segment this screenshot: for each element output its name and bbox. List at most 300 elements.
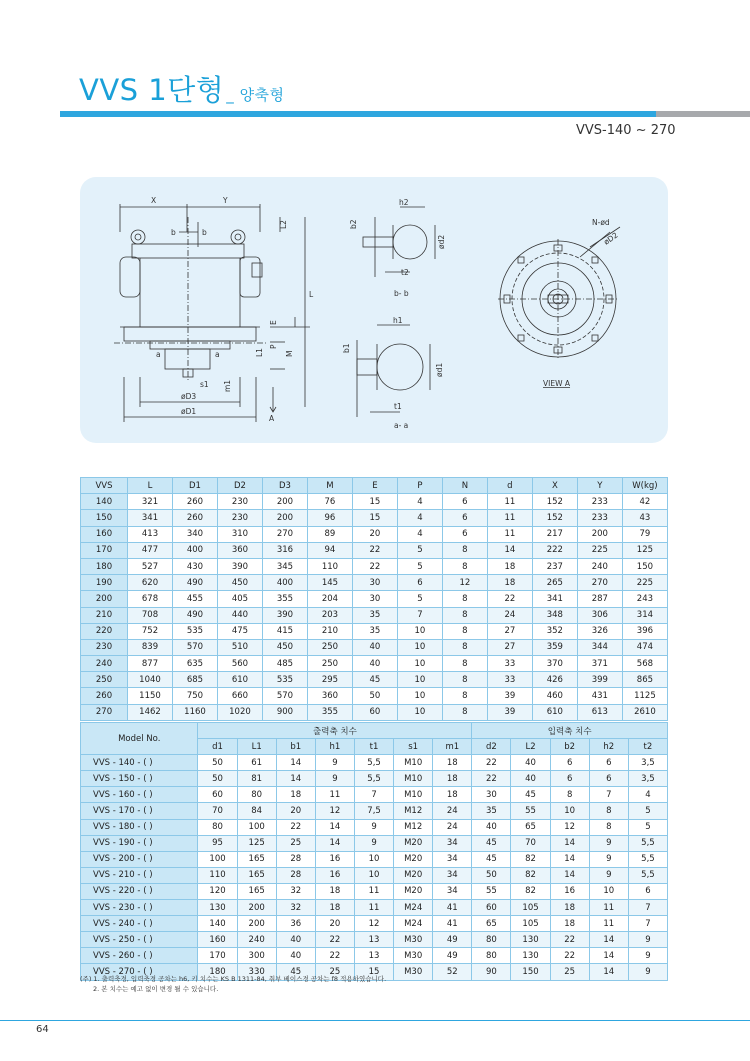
table-cell: 225	[622, 575, 667, 591]
table-cell: 260	[172, 510, 217, 526]
table-cell: M24	[394, 900, 433, 916]
table-row	[81, 851, 668, 867]
table1-header-cell: N	[442, 478, 487, 494]
label-d1: øD1	[181, 407, 197, 416]
table-cell: 460	[532, 688, 577, 704]
table-cell: 9	[628, 964, 667, 980]
table-cell: 300	[237, 948, 276, 964]
table-cell: 40	[352, 656, 397, 672]
table-row	[81, 623, 668, 639]
table-cell: 50	[352, 688, 397, 704]
table-cell: 22	[352, 542, 397, 558]
model-number-cell: VVS - 140 - ( )	[81, 755, 198, 771]
table-cell: 82	[511, 867, 550, 883]
table-cell: M12	[394, 803, 433, 819]
table-cell: 839	[128, 639, 173, 655]
table-cell: 125	[622, 542, 667, 558]
table-cell: M10	[394, 787, 433, 803]
table-cell: 330	[237, 964, 276, 980]
table-cell: 4	[397, 510, 442, 526]
table-cell: 240	[237, 932, 276, 948]
table-cell: 22	[315, 948, 354, 964]
table-row	[81, 932, 668, 948]
table-cell: 40	[352, 639, 397, 655]
model-number-cell: VVS - 230 - ( )	[81, 900, 198, 916]
table-cell: 610	[532, 704, 577, 720]
table-cell: 80	[237, 787, 276, 803]
table-cell: 45	[276, 964, 315, 980]
table-cell: 28	[276, 851, 315, 867]
table2-header-cell: L1	[237, 739, 276, 755]
table-cell: 18	[433, 771, 472, 787]
table-cell: 30	[352, 591, 397, 607]
table-cell: 52	[433, 964, 472, 980]
table-cell: 390	[217, 558, 262, 574]
model-header: Model No.	[81, 723, 198, 755]
table-cell: 40	[511, 755, 550, 771]
table-cell: 14	[589, 932, 628, 948]
label-p: P	[269, 344, 278, 349]
table-cell: 287	[577, 591, 622, 607]
label-d2-small: ød2	[437, 234, 446, 249]
table-cell: 200	[577, 526, 622, 542]
table-cell: 5	[397, 542, 442, 558]
table-cell: 34	[433, 867, 472, 883]
table-row	[81, 639, 668, 655]
table-cell: M24	[394, 916, 433, 932]
label-t2: t2	[401, 268, 409, 277]
table-cell: 24	[487, 607, 532, 623]
table-cell: 225	[577, 542, 622, 558]
table-cell: 6	[442, 526, 487, 542]
table-cell: 455	[172, 591, 217, 607]
table-cell: 370	[532, 656, 577, 672]
table-cell: 8	[442, 607, 487, 623]
model-size-cell: 260	[81, 688, 128, 704]
table2-header-cell: m1	[433, 739, 472, 755]
label-l1: L1	[255, 348, 264, 357]
section-b-b	[363, 207, 435, 277]
table1-header-cell: W(kg)	[622, 478, 667, 494]
table-cell: 61	[237, 755, 276, 771]
table-cell: 125	[237, 835, 276, 851]
table-cell: 22	[276, 819, 315, 835]
table-cell: 7	[397, 607, 442, 623]
table-cell: 80	[472, 932, 511, 948]
table-cell: M30	[394, 932, 433, 948]
table-cell: 9	[628, 948, 667, 964]
table-cell: 5,5	[628, 835, 667, 851]
table-cell: 180	[198, 964, 237, 980]
table2-header-cell: d2	[472, 739, 511, 755]
table-cell: 18	[315, 900, 354, 916]
table-cell: 314	[622, 607, 667, 623]
table-cell: 11	[315, 787, 354, 803]
table-cell: 8	[442, 623, 487, 639]
model-number-cell: VVS - 190 - ( )	[81, 835, 198, 851]
table-cell: 200	[237, 900, 276, 916]
label-view-a: VIEW A	[543, 379, 571, 388]
label-e: E	[269, 320, 278, 325]
table-cell: 70	[198, 803, 237, 819]
footnotes	[80, 974, 386, 994]
table-cell: 15	[352, 510, 397, 526]
table-cell: 30	[472, 787, 511, 803]
table-cell: 341	[128, 510, 173, 526]
table2-header-cell: L2	[511, 739, 550, 755]
model-size-cell: 220	[81, 623, 128, 639]
table-cell: 40	[472, 819, 511, 835]
table-row	[81, 835, 668, 851]
table-cell: 1020	[217, 704, 262, 720]
table-cell: 510	[217, 639, 262, 655]
table-cell: 352	[532, 623, 577, 639]
table-cell: 340	[172, 526, 217, 542]
table-cell: 110	[307, 558, 352, 574]
table-cell: 14	[550, 867, 589, 883]
table-cell: 14	[276, 771, 315, 787]
table-cell: 560	[217, 656, 262, 672]
spec-table-shafts	[80, 722, 668, 981]
table-cell: 20	[276, 803, 315, 819]
spec-table-dimensions	[80, 477, 668, 721]
table-row	[81, 771, 668, 787]
table-cell: 610	[217, 672, 262, 688]
table-cell: 477	[128, 542, 173, 558]
table-cell: 22	[487, 591, 532, 607]
table-cell: 9	[589, 867, 628, 883]
table-row	[81, 558, 668, 574]
table-cell: 43	[622, 510, 667, 526]
table-cell: 18	[487, 558, 532, 574]
label-b1: b1	[342, 343, 351, 353]
table-row	[81, 591, 668, 607]
table-cell: 11	[487, 510, 532, 526]
table-cell: 14	[315, 835, 354, 851]
table-cell: 306	[577, 607, 622, 623]
table-cell: 12	[442, 575, 487, 591]
table-cell: 100	[237, 819, 276, 835]
table-cell: 9	[589, 835, 628, 851]
table-cell: 10	[550, 803, 589, 819]
table-cell: 100	[198, 851, 237, 867]
table-cell: 10	[397, 639, 442, 655]
table-cell: 4	[397, 494, 442, 510]
table-cell: 326	[577, 623, 622, 639]
output-shaft-header: 출력축 치수	[198, 723, 472, 739]
table-row	[81, 803, 668, 819]
table-cell: 130	[198, 900, 237, 916]
table-cell: 27	[487, 623, 532, 639]
table-cell: 5	[628, 803, 667, 819]
table-cell: 341	[532, 591, 577, 607]
table-cell: 243	[622, 591, 667, 607]
model-number-cell: VVS - 250 - ( )	[81, 932, 198, 948]
label-b-right: b	[202, 228, 207, 237]
table-cell: 570	[262, 688, 307, 704]
table-cell: 5	[397, 591, 442, 607]
table-cell: 9	[315, 771, 354, 787]
table-cell: 210	[307, 623, 352, 639]
table1-body	[81, 494, 668, 721]
table-cell: 36	[276, 916, 315, 932]
table-cell: 13	[354, 932, 393, 948]
table-cell: M10	[394, 755, 433, 771]
model-size-cell: 180	[81, 558, 128, 574]
table-cell: 76	[307, 494, 352, 510]
table-cell: 95	[198, 835, 237, 851]
table-cell: 1150	[128, 688, 173, 704]
table-row	[81, 526, 668, 542]
title-sub: _ 양축형	[226, 86, 285, 104]
table-row	[81, 787, 668, 803]
table-cell: 10	[354, 851, 393, 867]
table-cell: 7	[589, 787, 628, 803]
table-row	[81, 607, 668, 623]
label-d3: øD3	[181, 392, 197, 401]
table-cell: M30	[394, 948, 433, 964]
table-cell: 33	[487, 656, 532, 672]
table-cell: 5	[397, 558, 442, 574]
table-cell: 14	[589, 964, 628, 980]
table2-group-row	[81, 723, 668, 739]
table-cell: 10	[397, 623, 442, 639]
table-cell: 96	[307, 510, 352, 526]
table-cell: 11	[487, 526, 532, 542]
table-cell: 8	[442, 558, 487, 574]
table-cell: 708	[128, 607, 173, 623]
table2-header-cell: h1	[315, 739, 354, 755]
table1-header-cell: Y	[577, 478, 622, 494]
table-cell: 39	[487, 688, 532, 704]
table-cell: 105	[511, 900, 550, 916]
table-cell: 80	[198, 819, 237, 835]
table-cell: 10	[397, 704, 442, 720]
table-row	[81, 688, 668, 704]
table-cell: 200	[262, 494, 307, 510]
table-cell: 877	[128, 656, 173, 672]
table-cell: 9	[628, 932, 667, 948]
table-cell: 900	[262, 704, 307, 720]
table-cell: 204	[307, 591, 352, 607]
table-cell: 130	[511, 932, 550, 948]
table-cell: 11	[487, 494, 532, 510]
table-cell: 165	[237, 851, 276, 867]
table-cell: 4	[397, 526, 442, 542]
model-number-cell: VVS - 160 - ( )	[81, 787, 198, 803]
table-cell: 5,5	[628, 851, 667, 867]
table-cell: 35	[472, 803, 511, 819]
table-cell: 6	[442, 510, 487, 526]
table-cell: 45	[352, 672, 397, 688]
model-size-cell: 200	[81, 591, 128, 607]
table-cell: 81	[237, 771, 276, 787]
table-cell: 7	[354, 787, 393, 803]
table-cell: 260	[172, 494, 217, 510]
table-cell: 8	[442, 639, 487, 655]
table-cell: 405	[217, 591, 262, 607]
view-a	[498, 227, 620, 359]
model-number-cell: VVS - 270 - ( )	[81, 964, 198, 980]
table1-header-cell: M	[307, 478, 352, 494]
table-cell: 16	[315, 851, 354, 867]
model-number-cell: VVS - 210 - ( )	[81, 867, 198, 883]
table-cell: 613	[577, 704, 622, 720]
table-cell: 490	[172, 575, 217, 591]
table-cell: 82	[511, 883, 550, 899]
table-cell: 45	[472, 851, 511, 867]
table-cell: 15	[354, 964, 393, 980]
table-cell: 8	[589, 819, 628, 835]
model-size-cell: 150	[81, 510, 128, 526]
table-cell: 22	[472, 755, 511, 771]
table-cell: 474	[622, 639, 667, 655]
label-a-right: a	[215, 350, 220, 359]
table-cell: 10	[397, 656, 442, 672]
table-cell: 371	[577, 656, 622, 672]
table-cell: 430	[172, 558, 217, 574]
model-range: VVS-140 ~ 270	[576, 123, 676, 138]
table-cell: M20	[394, 835, 433, 851]
table-cell: 570	[172, 639, 217, 655]
table-cell: 6	[442, 494, 487, 510]
table-cell: 60	[352, 704, 397, 720]
table-cell: 80	[472, 948, 511, 964]
table-cell: 8	[442, 704, 487, 720]
table-cell: 11	[589, 900, 628, 916]
table-cell: 237	[532, 558, 577, 574]
table-cell: M20	[394, 851, 433, 867]
table-cell: 270	[262, 526, 307, 542]
table-cell: 200	[237, 916, 276, 932]
table-cell: 25	[276, 835, 315, 851]
table-cell: 152	[532, 494, 577, 510]
model-number-cell: VVS - 200 - ( )	[81, 851, 198, 867]
table-cell: 160	[198, 932, 237, 948]
table-cell: 233	[577, 494, 622, 510]
table-cell: 79	[622, 526, 667, 542]
table-cell: 678	[128, 591, 173, 607]
table-cell: 40	[276, 948, 315, 964]
table-cell: 345	[262, 558, 307, 574]
table-cell: 94	[307, 542, 352, 558]
table-cell: 11	[354, 883, 393, 899]
model-size-cell: 250	[81, 672, 128, 688]
table-cell: 14	[589, 948, 628, 964]
table2-header-cell: t1	[354, 739, 393, 755]
model-size-cell: 160	[81, 526, 128, 542]
table-cell: 5,5	[354, 755, 393, 771]
table-cell: 635	[172, 656, 217, 672]
footer-divider	[0, 1020, 750, 1021]
label-h2: h2	[399, 198, 409, 207]
table-row	[81, 867, 668, 883]
table-cell: 50	[198, 771, 237, 787]
table-cell: 24	[433, 803, 472, 819]
table-cell: 222	[532, 542, 577, 558]
footnote-2: 2. 본 치수는 예고 없이 변경 될 수 있습니다.	[93, 985, 219, 993]
label-b-left: b	[171, 228, 176, 237]
table2-header-cell: b2	[550, 739, 589, 755]
table-cell: 11	[589, 916, 628, 932]
table-cell: 310	[217, 526, 262, 542]
table-cell: 685	[172, 672, 217, 688]
table-cell: 49	[433, 932, 472, 948]
table-row	[81, 494, 668, 510]
side-view-labels	[151, 196, 314, 423]
table-cell: 360	[307, 688, 352, 704]
table-cell: 42	[622, 494, 667, 510]
table-cell: 450	[262, 639, 307, 655]
table-cell: 45	[511, 787, 550, 803]
table-cell: 7,5	[354, 803, 393, 819]
table-cell: 233	[577, 510, 622, 526]
table-cell: 10	[397, 672, 442, 688]
table-cell: 12	[315, 803, 354, 819]
table-cell: 295	[307, 672, 352, 688]
table-cell: 355	[262, 591, 307, 607]
table-cell: 32	[276, 883, 315, 899]
table1-header-cell: P	[397, 478, 442, 494]
table-cell: 14	[315, 819, 354, 835]
label-a-arrow: A	[269, 414, 275, 423]
label-y: Y	[223, 196, 228, 205]
table-cell: 16	[550, 883, 589, 899]
model-number-cell: VVS - 150 - ( )	[81, 771, 198, 787]
table-cell: 22	[472, 771, 511, 787]
table-row	[81, 672, 668, 688]
table2-header-cell: h2	[589, 739, 628, 755]
table-cell: M10	[394, 771, 433, 787]
table-cell: 18	[550, 916, 589, 932]
table-cell: 34	[433, 851, 472, 867]
table-row	[81, 819, 668, 835]
table1-header-cell: D3	[262, 478, 307, 494]
table-cell: 660	[217, 688, 262, 704]
table-cell: 535	[172, 623, 217, 639]
table-cell: 7	[628, 900, 667, 916]
table-cell: 344	[577, 639, 622, 655]
table-cell: 200	[262, 510, 307, 526]
table-cell: 1462	[128, 704, 173, 720]
table-cell: 8	[589, 803, 628, 819]
table-cell: 150	[511, 964, 550, 980]
table-cell: 8	[550, 787, 589, 803]
table-cell: 18	[550, 900, 589, 916]
table-cell: 65	[472, 916, 511, 932]
table-cell: 10	[354, 867, 393, 883]
table-cell: 400	[262, 575, 307, 591]
table-cell: 152	[532, 510, 577, 526]
table-cell: 9	[589, 851, 628, 867]
model-size-cell: 140	[81, 494, 128, 510]
table-cell: M12	[394, 819, 433, 835]
table-cell: 250	[307, 639, 352, 655]
table-cell: 30	[352, 575, 397, 591]
table-cell: 217	[532, 526, 577, 542]
table-cell: 620	[128, 575, 173, 591]
table-cell: 140	[198, 916, 237, 932]
table2-header-cell: s1	[394, 739, 433, 755]
table-cell: 9	[354, 835, 393, 851]
table-cell: 8	[442, 688, 487, 704]
table-row	[81, 755, 668, 771]
model-size-cell: 270	[81, 704, 128, 720]
table-cell: 527	[128, 558, 173, 574]
label-nd: N-ød	[592, 218, 610, 227]
label-aa: a- a	[394, 421, 409, 430]
table-cell: 70	[511, 835, 550, 851]
